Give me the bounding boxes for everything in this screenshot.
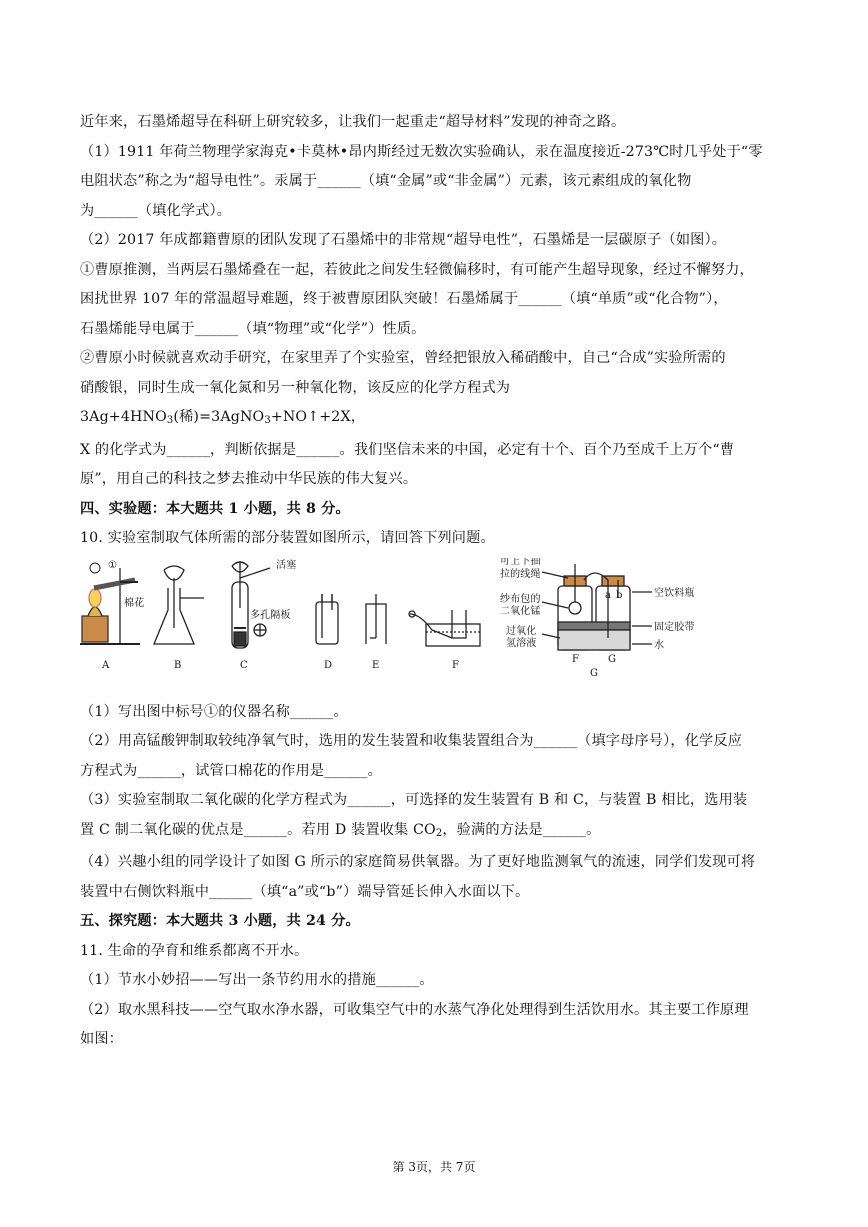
label-plate: 多孔隔板 (250, 609, 291, 621)
apparatus-figure (80, 558, 792, 696)
label-b-cap: B (174, 659, 182, 671)
q11-1: （1）节水小妙招——写出一条节约用水的措施______。 (80, 972, 434, 988)
q9-2a-line2: 困扰世界 107 年的常温超导难题，终于被曹原团队突破！石墨烯属于______（填“单质”或“化合物”）， (80, 291, 728, 307)
label-f-cap: F (452, 659, 460, 671)
q9-2a-line1: ①曹原推测，当两层石墨烯叠在一起，若彼此之间发生轻微偏移时，有可能产生超导现象，经过不懈努力， (80, 261, 754, 278)
q10-4-line2: 装置中右侧饮料瓶中______（填“a”或“b”）端导管延长伸入水面以下。 (80, 883, 530, 900)
equation-part-1: 硝酸银，同时生成一氧化氮和另一种氧化物，该反应的化学方程式为 3Ag+4HNO (80, 379, 511, 425)
label-rope2: 拉的线绳 (500, 568, 541, 580)
apparatus-g (542, 564, 652, 650)
page-content (80, 108, 792, 1055)
q11-stem: 11. 生命的孕育和维系都离不开水。 (80, 942, 309, 959)
q9-2a-line3: 石墨烯能导电属于______（填“物理”或“化学”）性质。 (80, 320, 426, 337)
apparatus-b (154, 566, 204, 644)
q9-2b-line2 (80, 374, 792, 436)
q11-2-line2: 如图： (80, 1031, 124, 1047)
apparatus-diagram (80, 558, 792, 696)
q10-3-line2 (80, 816, 792, 849)
apparatus-c (232, 562, 270, 648)
q10-stem: 10. 实验室制取气体所需的部分装置如图所示，请回答下列问题。 (80, 530, 495, 546)
label-g-sub-cap: G (608, 653, 617, 665)
q10-4-line1: （4）兴趣小组的同学设计了如图 G 所示的家庭简易供氧器。为了更好地监测氧气的流速，同学们发现可将 (80, 854, 756, 870)
label-num1: ① (108, 559, 118, 571)
label-cotton: 棉花 (124, 597, 145, 609)
label-e-cap: E (372, 659, 380, 671)
q10-2-line2: 方程式为______，试管口棉花的作用是______。 (80, 762, 382, 779)
label-b: b (616, 589, 623, 601)
label-rope: 可上下抽 (500, 557, 541, 567)
section-5-heading: 五、探究题：本大题共 3 小题，共 24 分。 (80, 913, 360, 929)
q11-2-line1: （2）取水黑科技——空气取水净水器，可收集空气中的水蒸气净化处理得到生活饮用水。其主要工作原理 (80, 1001, 749, 1018)
label-water: 水 (654, 639, 665, 651)
page-footer: 第 3页，共 7页 (392, 1160, 476, 1174)
subscript-3: 3 (166, 415, 174, 426)
q9-1-line3: 为______（填化学式）。 (80, 202, 232, 219)
q9-2-line1: （2）2017 年成都籍曹原的团队发现了石墨烯中的非常规“超导电性”，石墨烯是一层碳原子（如图）。 (80, 232, 727, 248)
q10-3-part2: ，验满的方法是______。 (442, 821, 601, 838)
label-c-cap: C (240, 659, 248, 671)
subscript-3: 3 (264, 415, 271, 426)
label-mno2-2: 二氧化锰 (500, 605, 541, 617)
q10-2-line1: （2）用高锰酸钾制取较纯净氧气时，选用的发生装置和收集装置组合为______（填字母序号），化学反应 (80, 733, 743, 749)
equation-part-3: +NO↑+2X， (270, 409, 366, 425)
q9-2b-line4: 原”，用自己的科技之梦去推动中华民族的伟大复兴。 (80, 471, 418, 487)
apparatus-d (316, 594, 338, 644)
section-4-heading: 四、实验题：本大题共 1 小题，共 8 分。 (80, 500, 350, 517)
q10-3-part1: 置 C 制二氧化碳的优点是______。若用 D 装置收集 CO (80, 821, 436, 838)
label-valve: 活塞 (276, 559, 297, 571)
label-h2o2-2: 氢溶液 (506, 637, 537, 649)
q9-2b-line1: ②曹原小时候就喜欢动手研究，在家里弄了个实验室，曾经把银放入稀硝酸中，自己“合成”实验所需的 (80, 350, 726, 366)
equation-part-2: (稀)=3AgNO (173, 409, 265, 425)
label-g-cap: G (590, 667, 599, 679)
label-tape: 固定胶带 (654, 621, 695, 633)
q9-2b-line3: X 的化学式为______，判断依据是______。我们坚信未来的中国，必定有十个、百个乃至成千上万个“曹 (80, 441, 735, 458)
apparatus-e (366, 594, 386, 644)
subscript-2: 2 (435, 827, 443, 839)
apparatus-f (409, 610, 480, 646)
label-a-cap: A (102, 659, 110, 671)
q9-1-line1: （1）1911 年荷兰物理学家海克•卡莫林•昂内斯经过无数次实验确认，汞在温度接近-273℃时几乎处于“零 (80, 143, 763, 160)
label-d-cap: D (324, 659, 333, 671)
q10-3-line1: （3）实验室制取二氧化碳的化学方程式为______，可选择的发生装置有 B 和 C，与装置 B 相比，选用装 (80, 792, 748, 808)
q10-1: （1）写出图中标号①的仪器名称______。 (80, 703, 348, 720)
q9-1-line2: 电阻状态”称之为“超导电性”。汞属于______（填“金属”或“非金属”）元素，该元素组成的氧化物 (80, 173, 692, 189)
label-bottle: 空饮料瓶 (654, 587, 695, 599)
label-a: a (605, 589, 612, 601)
label-mno2-1: 纱布包的 (500, 593, 541, 605)
intro-text: 近年来，石墨烯超导在科研上研究较多，让我们一起重走“超导材料”发现的神奇之路。 (80, 114, 626, 130)
label-h2o2-1: 过氧化 (506, 625, 537, 637)
label-f2-cap: F (572, 653, 580, 665)
